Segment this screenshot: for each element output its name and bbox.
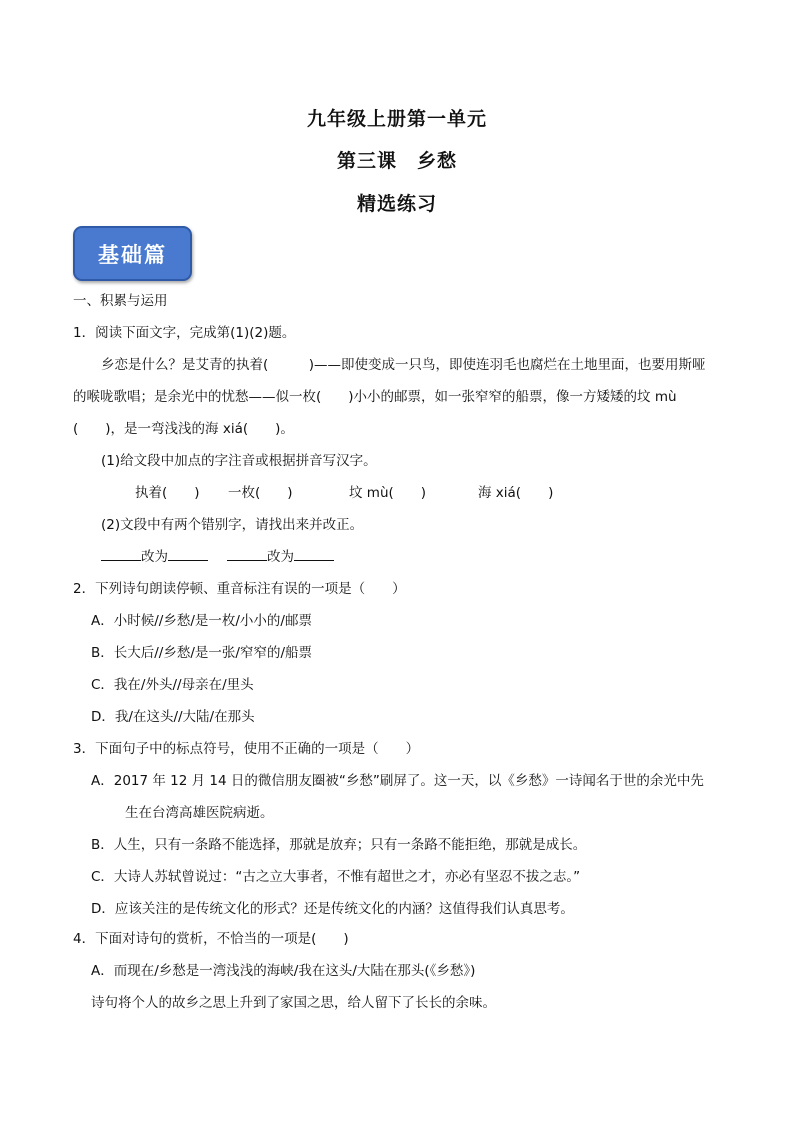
q1-correction-row [227,548,334,566]
lesson-title: 第三课 乡愁 [336,150,457,172]
practice-title: 精选练习 [356,193,437,215]
q1-passage-line-3: ( )，是一弯浅浅的海 xiá( )。 [73,421,294,437]
q1-subquestion-1: (1)给文段中加点的字注音或根据拼音写汉字。 [101,453,377,469]
answer-blank[interactable] [101,548,141,561]
unit-title: 九年级上册第一单元 [306,108,487,130]
q2-option: B．长大后//乡愁/是一张/窄窄的/船票 [91,645,313,661]
q4-option-a-line-1: A．而现在/乡愁是一湾浅浅的海峡/我在这头/大陆在那头(《乡愁》) [91,963,476,979]
question-4-stem: 4．下面对诗句的赏析，不恰当的一项是( ) [73,931,349,947]
question-2-stem: 2．下列诗句朗读停顿、重音标注有误的一项是（ ） [73,581,406,597]
fix-label: 改为 [267,549,294,565]
answer-blank[interactable] [294,548,334,561]
question-1-stem: 1．阅读下面文字，完成第(1)(2)题。 [73,325,296,341]
badge-label: 基础篇 [98,241,167,267]
question-3-stem: 3．下面句子中的标点符号，使用不正确的一项是（ ） [73,741,420,757]
q4-option-a-line-2: 诗句将个人的故乡之思上升到了家国之思，给人留下了长长的余味。 [91,995,496,1011]
q3-option-a-line-2: 生在台湾高雄医院病逝。 [125,805,274,821]
q1-passage-line-1: 乡恋是什么？是艾青的执着( )——即使变成一只鸟，即使连羽毛也腐烂在土地里面，也要用斯哑 [101,357,706,373]
q1-correction-row [101,548,208,566]
q3-option-c: C．大诗人苏轼曾说过：“古之立大事者，不惟有超世之才，亦必有坚忍不拔之志。” [91,869,581,885]
q1-blank-item: 执着( ) [135,485,200,501]
q3-option-d: D．应该关注的是传统文化的形式？还是传统文化的内涵？这值得我们认真思考。 [91,901,574,917]
q1-subquestion-2: (2)文段中有两个错别字，请找出来并改正。 [101,517,364,533]
answer-blank[interactable] [227,548,267,561]
q1-blank-item: 坟 mù( ) [349,485,427,501]
answer-blank[interactable] [168,548,208,561]
q1-blank-item: 一枚( ) [228,485,293,501]
q3-option-b: B．人生，只有一条路不能选择，那就是放弃；只有一条路不能拒绝，那就是成长。 [91,837,587,853]
q2-option: D．我/在这头//大陆/在那头 [91,709,255,725]
section-heading: 一、积累与运用 [73,293,168,309]
q3-option-a-line-1: A．2017 年 12 月 14 日的微信朋友圈被“乡愁”刷屏了。这一天，以《乡愁》一诗闻名于世的余光中先 [91,773,704,789]
q2-option: A．小时候//乡愁/是一枚/小小的/邮票 [91,613,312,629]
q1-passage-line-2: 的喉咙歌唱；是余光中的忧愁——似一枚( )小小的邮票，如一张窄窄的船票，像一方矮矮的坟 mù [73,389,677,405]
q2-option: C．我在/外头//母亲在/里头 [91,677,254,693]
basic-section-badge [73,226,192,281]
q1-blank-item: 海 xiá( ) [478,485,554,501]
fix-label: 改为 [141,549,168,565]
